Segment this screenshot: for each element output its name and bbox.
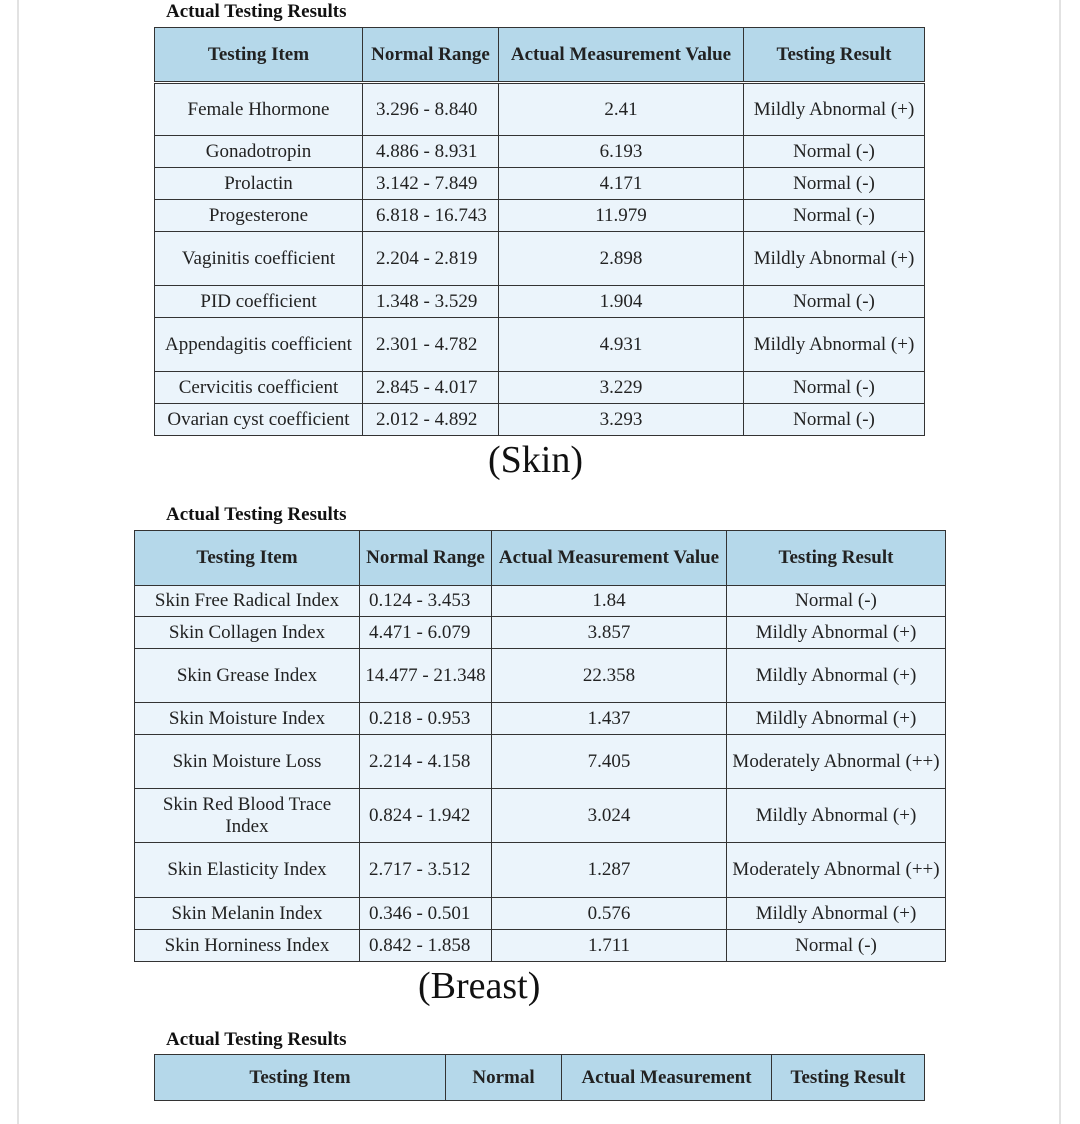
testing-result-cell: Normal (-) <box>727 586 946 617</box>
testing-item-cell: Skin Collagen Index <box>135 617 360 649</box>
testing-item-cell: Progesterone <box>155 200 363 232</box>
results-table-breast <box>154 1054 925 1101</box>
actual-value-cell: 3.229 <box>499 372 744 404</box>
testing-item-cell: Gonadotropin <box>155 136 363 168</box>
actual-value-cell: 1.84 <box>492 586 727 617</box>
table-row <box>135 649 946 703</box>
header-actual-value: Actual Measurement Value <box>499 28 744 82</box>
testing-item-cell: Cervicitis coefficient <box>155 372 363 404</box>
testing-result-cell: Normal (-) <box>744 404 925 436</box>
header-testing-result: Testing Result <box>727 531 946 586</box>
table-caption: Actual Testing Results <box>166 1 347 22</box>
testing-item-cell: Skin Free Radical Index <box>135 586 360 617</box>
normal-range-cell: 0.824 - 1.942 <box>360 789 492 843</box>
normal-range-cell: 0.842 - 1.858 <box>360 930 492 962</box>
header-testing-result: Testing Result <box>744 28 925 82</box>
normal-range-cell: 0.218 - 0.953 <box>360 703 492 735</box>
table-row <box>135 703 946 735</box>
table-row <box>155 136 925 168</box>
header-actual-value: Actual Measurement <box>562 1055 772 1101</box>
normal-range-cell: 2.214 - 4.158 <box>360 735 492 789</box>
header-testing-item: Testing Item <box>155 1055 446 1101</box>
testing-item-cell: Skin Elasticity Index <box>135 843 360 898</box>
actual-value-cell: 2.41 <box>499 84 744 136</box>
normal-range-cell: 4.471 - 6.079 <box>360 617 492 649</box>
testing-result-cell: Mildly Abnormal (+) <box>727 789 946 843</box>
actual-value-cell: 1.287 <box>492 843 727 898</box>
actual-value-cell: 6.193 <box>499 136 744 168</box>
actual-value-cell: 3.024 <box>492 789 727 843</box>
header-testing-item: Testing Item <box>135 531 360 586</box>
normal-range-cell: 2.012 - 4.892 <box>363 404 499 436</box>
header-actual-value: Actual Measurement Value <box>492 531 727 586</box>
table-row <box>155 84 925 136</box>
actual-value-cell: 22.358 <box>492 649 727 703</box>
page-left-edge <box>17 0 19 1124</box>
normal-range-cell: 3.296 - 8.840 <box>363 84 499 136</box>
normal-range-cell: 1.348 - 3.529 <box>363 286 499 318</box>
testing-result-cell: Normal (-) <box>744 136 925 168</box>
testing-result-cell: Mildly Abnormal (+) <box>744 84 925 136</box>
actual-value-cell: 1.904 <box>499 286 744 318</box>
header-normal-range: Normal <box>446 1055 562 1101</box>
table-row <box>155 286 925 318</box>
testing-result-cell: Mildly Abnormal (+) <box>727 617 946 649</box>
actual-value-cell: 4.171 <box>499 168 744 200</box>
normal-range-cell: 4.886 - 8.931 <box>363 136 499 168</box>
testing-result-cell: Normal (-) <box>744 168 925 200</box>
table-caption: Actual Testing Results <box>166 1029 347 1050</box>
table-row <box>155 318 925 372</box>
header-normal-range: Normal Range <box>363 28 499 82</box>
testing-result-cell: Normal (-) <box>744 200 925 232</box>
testing-result-cell: Moderately Abnormal (++) <box>727 735 946 789</box>
normal-range-cell: 2.204 - 2.819 <box>363 232 499 286</box>
header-normal-range: Normal Range <box>360 531 492 586</box>
normal-range-cell: 3.142 - 7.849 <box>363 168 499 200</box>
table-row <box>135 930 946 962</box>
testing-result-cell: Normal (-) <box>744 286 925 318</box>
actual-value-cell: 11.979 <box>499 200 744 232</box>
actual-value-cell: 1.711 <box>492 930 727 962</box>
header-testing-item: Testing Item <box>155 28 363 82</box>
actual-value-cell: 1.437 <box>492 703 727 735</box>
section-title-breast: (Breast) <box>418 965 541 1007</box>
testing-item-cell: Skin Horniness Index <box>135 930 360 962</box>
actual-value-cell: 7.405 <box>492 735 727 789</box>
testing-item-cell: Skin Red Blood Trace Index <box>135 789 360 843</box>
table-row <box>135 586 946 617</box>
table-row <box>135 617 946 649</box>
testing-item-cell: Ovarian cyst coefficient <box>155 404 363 436</box>
testing-result-cell: Mildly Abnormal (+) <box>727 649 946 703</box>
table-row <box>155 168 925 200</box>
testing-result-cell: Normal (-) <box>727 930 946 962</box>
testing-result-cell: Moderately Abnormal (++) <box>727 843 946 898</box>
testing-item-cell: Skin Moisture Loss <box>135 735 360 789</box>
testing-item-cell: Prolactin <box>155 168 363 200</box>
testing-item-cell: Female Hhormone <box>155 84 363 136</box>
testing-item-cell: Appendagitis coefficient <box>155 318 363 372</box>
testing-item-cell: Vaginitis coefficient <box>155 232 363 286</box>
table-row <box>135 789 946 843</box>
actual-value-cell: 4.931 <box>499 318 744 372</box>
normal-range-cell: 0.124 - 3.453 <box>360 586 492 617</box>
testing-item-cell: PID coefficient <box>155 286 363 318</box>
testing-result-cell: Mildly Abnormal (+) <box>744 318 925 372</box>
testing-item-cell: Skin Melanin Index <box>135 898 360 930</box>
actual-value-cell: 2.898 <box>499 232 744 286</box>
normal-range-cell: 14.477 - 21.348 <box>360 649 492 703</box>
table-row <box>155 200 925 232</box>
normal-range-cell: 6.818 - 16.743 <box>363 200 499 232</box>
testing-item-cell: Skin Moisture Index <box>135 703 360 735</box>
table-caption: Actual Testing Results <box>166 504 347 525</box>
normal-range-cell: 2.845 - 4.017 <box>363 372 499 404</box>
testing-result-cell: Mildly Abnormal (+) <box>727 898 946 930</box>
page-right-edge <box>1059 0 1061 1124</box>
normal-range-cell: 2.301 - 4.782 <box>363 318 499 372</box>
normal-range-cell: 0.346 - 0.501 <box>360 898 492 930</box>
table-row <box>155 372 925 404</box>
testing-result-cell: Mildly Abnormal (+) <box>744 232 925 286</box>
testing-result-cell: Normal (-) <box>744 372 925 404</box>
section-title-skin: (Skin) <box>488 439 583 481</box>
results-table-skin <box>134 530 946 962</box>
table-row <box>135 735 946 789</box>
table-row <box>135 843 946 898</box>
table-row <box>135 898 946 930</box>
testing-result-cell: Mildly Abnormal (+) <box>727 703 946 735</box>
table-row <box>155 404 925 436</box>
table-row <box>155 232 925 286</box>
results-table-1 <box>154 27 925 436</box>
actual-value-cell: 3.857 <box>492 617 727 649</box>
normal-range-cell: 2.717 - 3.512 <box>360 843 492 898</box>
header-testing-result: Testing Result <box>772 1055 925 1101</box>
testing-item-cell: Skin Grease Index <box>135 649 360 703</box>
actual-value-cell: 3.293 <box>499 404 744 436</box>
actual-value-cell: 0.576 <box>492 898 727 930</box>
